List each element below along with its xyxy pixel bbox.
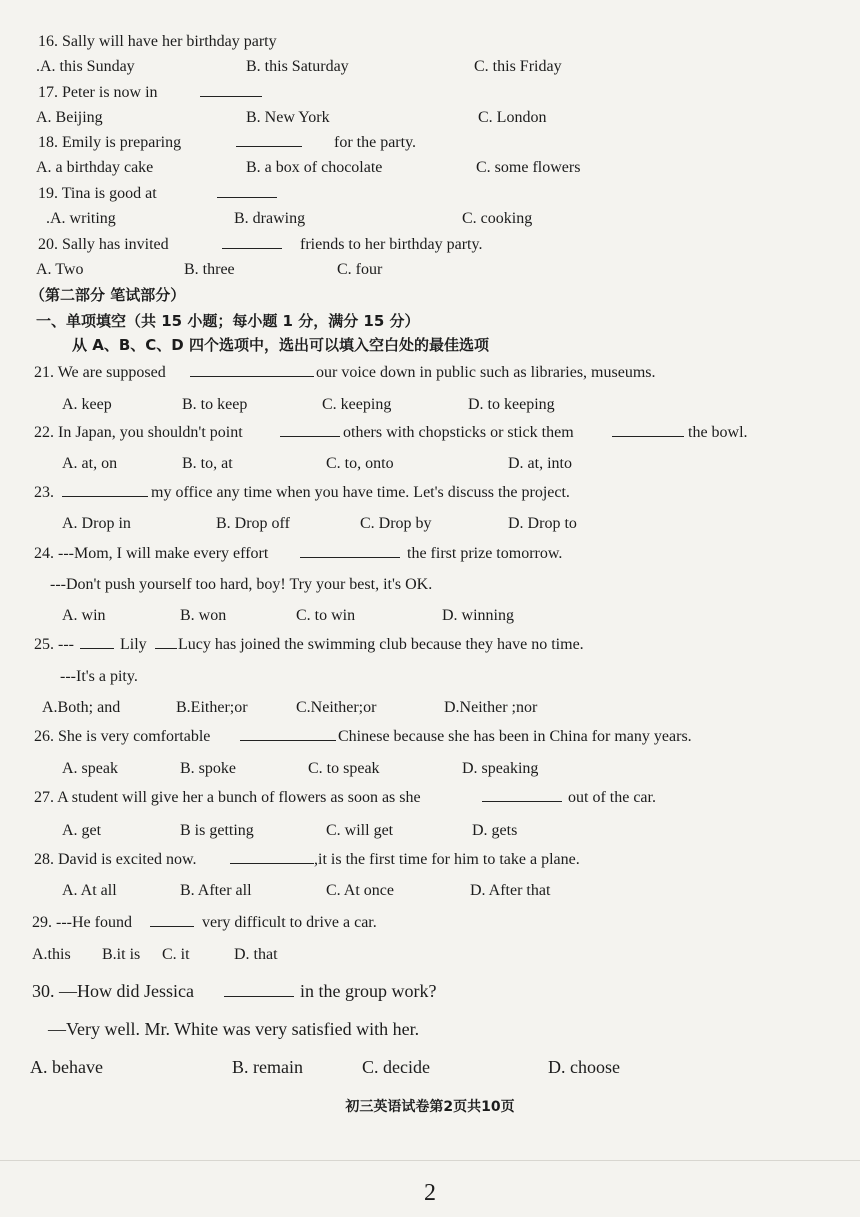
question-25-reply: [0, 666, 860, 692]
option-c[interactable]: C. four: [337, 261, 383, 278]
dialogue-line: ---It's a pity.: [60, 668, 138, 685]
answer-blank[interactable]: [280, 422, 340, 444]
answer-blank[interactable]: [150, 912, 194, 934]
answer-blank[interactable]: [300, 543, 400, 565]
option-a[interactable]: A.Both; and: [42, 699, 121, 716]
question-24-reply: [0, 574, 860, 600]
option-a[interactable]: A. get: [62, 822, 102, 839]
option-a[interactable]: A. win: [62, 607, 106, 624]
option-b[interactable]: B. New York: [246, 109, 330, 126]
option-a[interactable]: A. a birthday cake: [36, 159, 154, 176]
dialogue-line: —Very well. Mr. White was very satisfied with her.: [48, 1019, 420, 1039]
question-16-options: [0, 56, 860, 82]
question-stem: 28. David is excited now.: [34, 851, 197, 868]
question-stem-end: the bowl.: [688, 424, 748, 441]
option-c[interactable]: C. will get: [326, 822, 394, 839]
part-title: （第二部分 笔试部分）: [30, 286, 186, 304]
option-b[interactable]: B.it is: [102, 946, 141, 963]
option-a[interactable]: A. behave: [30, 1057, 103, 1077]
option-a[interactable]: .A. writing: [46, 210, 116, 227]
option-b[interactable]: B. this Saturday: [246, 58, 349, 75]
question-25: [0, 634, 860, 660]
question-stem: 22. In Japan, you shouldn't point: [34, 424, 243, 441]
option-a[interactable]: A. speak: [62, 760, 118, 777]
question-20: [0, 234, 860, 260]
option-c[interactable]: C. London: [478, 109, 547, 126]
question-stem-end: friends to her birthday party.: [300, 236, 483, 253]
question-stem: 21. We are supposed: [34, 364, 166, 381]
question-18: [0, 132, 860, 158]
answer-blank[interactable]: [190, 362, 314, 384]
question-stem: 23.: [34, 484, 54, 501]
question-24: [0, 543, 860, 569]
option-c[interactable]: C. At once: [326, 882, 394, 899]
question-22-options: [0, 453, 860, 479]
answer-blank[interactable]: [612, 422, 684, 444]
question-24-options: [0, 605, 860, 631]
option-a[interactable]: A. Drop in: [62, 515, 131, 532]
question-28: [0, 849, 860, 875]
question-stem-end: in the group work?: [300, 981, 437, 1001]
question-stem: 25. ---: [34, 636, 74, 653]
option-b[interactable]: B. three: [184, 261, 235, 278]
answer-blank[interactable]: [200, 82, 262, 104]
question-16: [0, 31, 860, 57]
question-stem-end: the first prize tomorrow.: [407, 545, 563, 562]
option-c[interactable]: C.Neither;or: [296, 699, 377, 716]
question-stem-end: our voice down in public such as libraries, museums.: [316, 364, 656, 381]
question-27-options: [0, 820, 860, 846]
option-c[interactable]: C. it: [162, 946, 190, 963]
answer-blank[interactable]: [155, 634, 177, 656]
option-d[interactable]: D. at, into: [508, 455, 572, 472]
option-b[interactable]: B. Drop off: [216, 515, 290, 532]
option-c[interactable]: C. to, onto: [326, 455, 394, 472]
question-22: [0, 422, 860, 448]
question-28-options: [0, 880, 860, 906]
section-title: 一、单项填空（共 15 小题；每小题 1 分，满分 15 分）: [36, 312, 420, 330]
answer-blank[interactable]: [222, 234, 282, 256]
option-a[interactable]: A. Beijing: [36, 109, 103, 126]
page-number: 2: [424, 1180, 436, 1206]
question-25-options: [0, 697, 860, 723]
question-stem: 17. Peter is now in: [38, 84, 158, 101]
option-a[interactable]: A. Two: [36, 261, 84, 278]
question-stem: 26. She is very comfortable: [34, 728, 211, 745]
option-b[interactable]: B. spoke: [180, 760, 236, 777]
option-c[interactable]: C. to win: [296, 607, 356, 624]
option-c[interactable]: C. cooking: [462, 210, 533, 227]
question-stem: 27. A student will give her a bunch of flowers as soon as she: [34, 789, 421, 806]
answer-blank[interactable]: [62, 482, 148, 504]
question-stem: 16. Sally will have her birthday party: [38, 33, 277, 50]
question-stem-mid: others with chopsticks or stick them: [343, 424, 574, 441]
question-stem: 20. Sally has invited: [38, 236, 169, 253]
option-b[interactable]: B. remain: [232, 1057, 303, 1077]
option-d[interactable]: D. After that: [470, 882, 551, 899]
option-c[interactable]: C. to speak: [308, 760, 380, 777]
option-d[interactable]: D. Drop to: [508, 515, 577, 532]
question-26-options: [0, 758, 860, 784]
question-30-reply: [0, 1018, 860, 1044]
option-c[interactable]: C. decide: [362, 1057, 430, 1077]
divider: [0, 1160, 860, 1161]
part-two-heading: [0, 284, 860, 310]
section-one-heading: [0, 310, 860, 336]
question-stem-end: Lucy has joined the swimming club because they have no time.: [178, 636, 584, 653]
question-17-options: [0, 107, 860, 133]
question-stem-end: my office any time when you have time. Let's discuss the project.: [151, 484, 570, 501]
answer-blank[interactable]: [230, 849, 314, 871]
option-b[interactable]: B. to keep: [182, 396, 248, 413]
option-b[interactable]: B is getting: [180, 822, 254, 839]
instructions-text: 从 A、B、C、D 四个选项中，选出可以填入空白处的最佳选项: [72, 336, 489, 354]
question-27: [0, 787, 860, 813]
question-23-options: [0, 513, 860, 539]
question-23: [0, 482, 860, 508]
question-30: [0, 980, 860, 1006]
question-20-options: [0, 259, 860, 285]
question-29: [0, 912, 860, 938]
answer-blank[interactable]: [240, 726, 336, 748]
option-b[interactable]: B. won: [180, 607, 227, 624]
question-30-options: [0, 1056, 860, 1082]
option-c[interactable]: C. Drop by: [360, 515, 432, 532]
question-stem: 24. ---Mom, I will make every effort: [34, 545, 269, 562]
question-stem-end: very difficult to drive a car.: [202, 914, 377, 931]
answer-blank[interactable]: [482, 787, 562, 809]
option-c[interactable]: C. keeping: [322, 396, 392, 413]
answer-blank[interactable]: [80, 634, 114, 656]
option-b[interactable]: B. After all: [180, 882, 252, 899]
question-stem-end: ,it is the first time for him to take a plane.: [314, 851, 580, 868]
section-instructions: [0, 334, 860, 360]
option-a[interactable]: A. At all: [62, 882, 117, 899]
question-stem-end: for the party.: [334, 134, 417, 151]
page-footer: 初三英语试卷第2页共10页: [345, 1099, 515, 1115]
option-b[interactable]: B. a box of chocolate: [246, 159, 383, 176]
question-21: [0, 362, 860, 388]
option-c[interactable]: C. some flowers: [476, 159, 581, 176]
answer-blank[interactable]: [217, 183, 277, 205]
option-b[interactable]: B. drawing: [234, 210, 306, 227]
option-d[interactable]: D.Neither ;nor: [444, 699, 538, 716]
question-stem-end: Chinese because she has been in China for many years.: [338, 728, 692, 745]
option-a[interactable]: A. at, on: [62, 455, 118, 472]
question-stem: 29. ---He found: [32, 914, 132, 931]
question-stem-end: out of the car.: [568, 789, 656, 806]
option-d[interactable]: D. speaking: [462, 760, 539, 777]
option-d[interactable]: D. to keeping: [468, 396, 555, 413]
question-17: [0, 82, 860, 108]
question-29-options: [0, 944, 860, 970]
option-a[interactable]: A. keep: [62, 396, 112, 413]
question-19: [0, 183, 860, 209]
dialogue-line: ---Don't push yourself too hard, boy! Try your best, it's OK.: [50, 576, 433, 593]
option-c[interactable]: C. this Friday: [474, 58, 562, 75]
option-a[interactable]: .A. this Sunday: [36, 58, 135, 75]
question-stem: 18. Emily is preparing: [38, 134, 182, 151]
question-18-options: [0, 157, 860, 183]
option-d[interactable]: D. that: [234, 946, 278, 963]
option-d[interactable]: D. winning: [442, 607, 514, 624]
question-21-options: [0, 394, 860, 420]
option-a[interactable]: A.this: [32, 946, 71, 963]
question-stem-mid: Lily: [120, 636, 147, 653]
question-stem: 19. Tina is good at: [38, 185, 157, 202]
option-d[interactable]: D. gets: [472, 822, 518, 839]
question-stem: 30. —How did Jessica: [32, 981, 194, 1001]
option-d[interactable]: D. choose: [548, 1057, 620, 1077]
option-b[interactable]: B.Either;or: [176, 699, 248, 716]
question-19-options: [0, 208, 860, 234]
question-26: [0, 726, 860, 752]
answer-blank[interactable]: [224, 980, 294, 1002]
answer-blank[interactable]: [236, 132, 302, 154]
option-b[interactable]: B. to, at: [182, 455, 233, 472]
